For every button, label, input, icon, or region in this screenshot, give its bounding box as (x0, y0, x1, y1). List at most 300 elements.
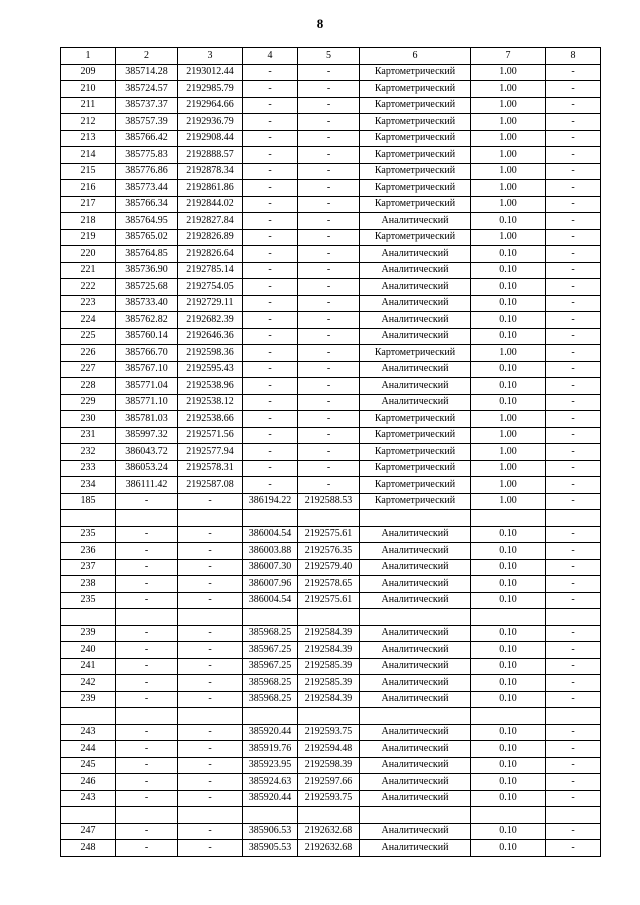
old-y-cell: 2192571.56 (178, 427, 243, 444)
note-cell (546, 807, 601, 824)
old-y-cell: 2192578.31 (178, 460, 243, 477)
old-y-cell: 2192964.66 (178, 97, 243, 114)
old-y-cell: 2192826.64 (178, 246, 243, 263)
column-header: 8 (546, 48, 601, 65)
page-number: 8 (316, 16, 324, 31)
table-row (61, 163, 601, 180)
old-y-cell: 2192844.02 (178, 196, 243, 213)
old-x-cell: 385771.04 (116, 378, 178, 395)
old-x-cell: - (116, 642, 178, 659)
old-x-cell: 385760.14 (116, 328, 178, 345)
accuracy-cell: 1.00 (471, 427, 546, 444)
new-y-cell: 2192632.68 (298, 823, 360, 840)
method-cell: Аналитический (360, 328, 471, 345)
point-number-cell (61, 807, 116, 824)
old-y-cell: 2192538.66 (178, 411, 243, 428)
old-y-cell: 2192577.94 (178, 444, 243, 461)
new-y-cell: - (298, 427, 360, 444)
new-y-cell: 2192575.61 (298, 526, 360, 543)
note-cell: - (546, 658, 601, 675)
note-cell: - (546, 493, 601, 510)
method-cell: Аналитический (360, 658, 471, 675)
note-cell: - (546, 691, 601, 708)
column-header: 6 (360, 48, 471, 65)
table-row (61, 262, 601, 279)
new-x-cell: 385967.25 (243, 642, 298, 659)
new-x-cell: 385920.44 (243, 724, 298, 741)
new-y-cell: - (298, 378, 360, 395)
accuracy-cell: 0.10 (471, 757, 546, 774)
note-cell: - (546, 81, 601, 98)
point-number-cell: 239 (61, 625, 116, 642)
point-number-cell: 242 (61, 675, 116, 692)
method-cell: Картометрический (360, 477, 471, 494)
new-x-cell: - (243, 345, 298, 362)
old-x-cell: - (116, 543, 178, 560)
new-y-cell: - (298, 279, 360, 296)
old-x-cell: 385762.82 (116, 312, 178, 329)
accuracy-cell: 0.10 (471, 312, 546, 329)
column-header: 2 (116, 48, 178, 65)
note-cell: - (546, 114, 601, 131)
new-x-cell: - (243, 130, 298, 147)
old-x-cell: - (116, 724, 178, 741)
note-cell: - (546, 790, 601, 807)
method-cell: Картометрический (360, 493, 471, 510)
accuracy-cell: 1.00 (471, 444, 546, 461)
accuracy-cell: 0.10 (471, 394, 546, 411)
new-y-cell: 2192597.66 (298, 774, 360, 791)
method-cell: Картометрический (360, 411, 471, 428)
new-x-cell: 385967.25 (243, 658, 298, 675)
accuracy-cell: 0.10 (471, 823, 546, 840)
table-row (61, 675, 601, 692)
new-y-cell: 2192632.68 (298, 840, 360, 857)
old-y-cell: 2192729.11 (178, 295, 243, 312)
new-y-cell: - (298, 361, 360, 378)
new-y-cell: 2192578.65 (298, 576, 360, 593)
old-y-cell: - (178, 625, 243, 642)
accuracy-cell: 1.00 (471, 229, 546, 246)
table-row (61, 625, 601, 642)
point-number-cell: 223 (61, 295, 116, 312)
new-x-cell (243, 807, 298, 824)
old-x-cell: 385766.34 (116, 196, 178, 213)
accuracy-cell: 0.10 (471, 576, 546, 593)
note-cell (546, 510, 601, 527)
accuracy-cell: 1.00 (471, 411, 546, 428)
old-y-cell: 2192861.86 (178, 180, 243, 197)
note-cell: - (546, 180, 601, 197)
point-number-cell: 220 (61, 246, 116, 263)
table-row (61, 328, 601, 345)
note-cell: - (546, 592, 601, 609)
new-y-cell: - (298, 312, 360, 329)
new-x-cell: - (243, 246, 298, 263)
accuracy-cell (471, 807, 546, 824)
accuracy-cell: 1.00 (471, 130, 546, 147)
point-number-cell: 235 (61, 526, 116, 543)
table-row (61, 790, 601, 807)
table-row (61, 97, 601, 114)
note-cell: - (546, 361, 601, 378)
point-number-cell (61, 510, 116, 527)
accuracy-cell: 0.10 (471, 741, 546, 758)
column-header: 4 (243, 48, 298, 65)
method-cell: Аналитический (360, 262, 471, 279)
column-header: 5 (298, 48, 360, 65)
point-number-cell: 212 (61, 114, 116, 131)
new-x-cell: - (243, 312, 298, 329)
new-y-cell: - (298, 180, 360, 197)
new-x-cell: 386007.96 (243, 576, 298, 593)
note-cell: - (546, 328, 601, 345)
method-cell: Аналитический (360, 378, 471, 395)
accuracy-cell: 0.10 (471, 543, 546, 560)
old-x-cell: 385714.28 (116, 64, 178, 81)
old-x-cell: 385737.37 (116, 97, 178, 114)
old-y-cell: 2192936.79 (178, 114, 243, 131)
new-y-cell: - (298, 229, 360, 246)
note-cell: - (546, 411, 601, 428)
old-y-cell (178, 609, 243, 626)
note-cell: - (546, 312, 601, 329)
old-x-cell: 386111.42 (116, 477, 178, 494)
old-x-cell: 385765.02 (116, 229, 178, 246)
table-row (61, 741, 601, 758)
method-cell: Картометрический (360, 114, 471, 131)
note-cell: - (546, 477, 601, 494)
method-cell (360, 708, 471, 725)
old-x-cell: - (116, 493, 178, 510)
table-row (61, 394, 601, 411)
point-number-cell: 233 (61, 460, 116, 477)
accuracy-cell: 1.00 (471, 180, 546, 197)
new-x-cell: 385906.53 (243, 823, 298, 840)
accuracy-cell: 0.10 (471, 328, 546, 345)
old-x-cell (116, 609, 178, 626)
old-y-cell: 2192827.84 (178, 213, 243, 230)
method-cell: Аналитический (360, 592, 471, 609)
old-y-cell: 2192538.12 (178, 394, 243, 411)
new-x-cell: - (243, 213, 298, 230)
point-number-cell: 217 (61, 196, 116, 213)
note-cell: - (546, 757, 601, 774)
old-y-cell: - (178, 724, 243, 741)
point-number-cell: 243 (61, 724, 116, 741)
old-x-cell (116, 807, 178, 824)
header-row (61, 48, 601, 65)
new-y-cell: - (298, 345, 360, 362)
new-x-cell (243, 708, 298, 725)
new-y-cell: 2192594.48 (298, 741, 360, 758)
old-x-cell: - (116, 675, 178, 692)
new-x-cell: - (243, 361, 298, 378)
note-cell: - (546, 559, 601, 576)
table-row (61, 114, 601, 131)
new-x-cell: - (243, 378, 298, 395)
old-x-cell: - (116, 790, 178, 807)
column-header: 1 (61, 48, 116, 65)
old-y-cell (178, 510, 243, 527)
new-y-cell (298, 807, 360, 824)
method-cell: Аналитический (360, 312, 471, 329)
method-cell: Аналитический (360, 724, 471, 741)
accuracy-cell: 0.10 (471, 724, 546, 741)
old-x-cell: 385775.83 (116, 147, 178, 164)
new-y-cell: 2192598.39 (298, 757, 360, 774)
note-cell: - (546, 460, 601, 477)
table-row (61, 196, 601, 213)
method-cell: Аналитический (360, 213, 471, 230)
new-y-cell: - (298, 411, 360, 428)
point-number-cell: 224 (61, 312, 116, 329)
accuracy-cell: 0.10 (471, 658, 546, 675)
table-row (61, 130, 601, 147)
table-row (61, 411, 601, 428)
table-row (61, 229, 601, 246)
note-cell: - (546, 774, 601, 791)
method-cell: Картометрический (360, 427, 471, 444)
accuracy-cell: 0.10 (471, 246, 546, 263)
table-row (61, 81, 601, 98)
old-y-cell: 2192878.34 (178, 163, 243, 180)
new-y-cell: - (298, 246, 360, 263)
method-cell: Аналитический (360, 543, 471, 560)
accuracy-cell: 1.00 (471, 163, 546, 180)
old-y-cell: - (178, 559, 243, 576)
note-cell: - (546, 675, 601, 692)
old-x-cell: - (116, 559, 178, 576)
new-y-cell: 2192585.39 (298, 658, 360, 675)
old-y-cell: - (178, 691, 243, 708)
new-y-cell: - (298, 97, 360, 114)
note-cell: - (546, 229, 601, 246)
old-x-cell: 385724.57 (116, 81, 178, 98)
point-number-cell: 246 (61, 774, 116, 791)
table-row (61, 724, 601, 741)
point-number-cell: 235 (61, 592, 116, 609)
note-cell: - (546, 576, 601, 593)
old-y-cell: 2192587.08 (178, 477, 243, 494)
accuracy-cell: 1.00 (471, 64, 546, 81)
old-y-cell: - (178, 658, 243, 675)
point-number-cell: 185 (61, 493, 116, 510)
method-cell: Картометрический (360, 130, 471, 147)
new-x-cell (243, 609, 298, 626)
new-y-cell: 2192575.61 (298, 592, 360, 609)
accuracy-cell: 0.10 (471, 774, 546, 791)
coordinates-table (60, 47, 601, 857)
old-x-cell: 385773.44 (116, 180, 178, 197)
note-cell: - (546, 213, 601, 230)
old-y-cell: - (178, 757, 243, 774)
method-cell: Картометрический (360, 196, 471, 213)
new-x-cell (243, 510, 298, 527)
old-x-cell (116, 708, 178, 725)
new-x-cell: 385924.63 (243, 774, 298, 791)
method-cell: Аналитический (360, 642, 471, 659)
new-x-cell: - (243, 163, 298, 180)
accuracy-cell: 1.00 (471, 493, 546, 510)
accuracy-cell (471, 609, 546, 626)
table-row (61, 493, 601, 510)
new-y-cell: - (298, 444, 360, 461)
new-y-cell: - (298, 460, 360, 477)
table-row (61, 823, 601, 840)
method-cell: Аналитический (360, 361, 471, 378)
old-x-cell: - (116, 592, 178, 609)
new-x-cell: - (243, 229, 298, 246)
new-y-cell: - (298, 477, 360, 494)
old-y-cell: 2192888.57 (178, 147, 243, 164)
note-cell: - (546, 196, 601, 213)
note-cell: - (546, 427, 601, 444)
accuracy-cell: 1.00 (471, 477, 546, 494)
new-y-cell: 2192579.40 (298, 559, 360, 576)
old-y-cell: - (178, 675, 243, 692)
method-cell: Аналитический (360, 295, 471, 312)
new-y-cell: 2192576.35 (298, 543, 360, 560)
note-cell (546, 708, 601, 725)
method-cell: Аналитический (360, 559, 471, 576)
new-x-cell: 385920.44 (243, 790, 298, 807)
point-number-cell: 231 (61, 427, 116, 444)
accuracy-cell: 1.00 (471, 196, 546, 213)
note-cell: - (546, 823, 601, 840)
new-y-cell: 2192584.39 (298, 625, 360, 642)
new-y-cell: - (298, 147, 360, 164)
point-number-cell: 227 (61, 361, 116, 378)
new-y-cell: 2192593.75 (298, 724, 360, 741)
old-x-cell: 385766.42 (116, 130, 178, 147)
new-x-cell: 385905.53 (243, 840, 298, 857)
old-y-cell: - (178, 543, 243, 560)
old-y-cell: 2192598.36 (178, 345, 243, 362)
point-number-cell: 209 (61, 64, 116, 81)
table-row (61, 444, 601, 461)
method-cell: Аналитический (360, 774, 471, 791)
point-number-cell: 244 (61, 741, 116, 758)
new-x-cell: 385968.25 (243, 675, 298, 692)
method-cell: Аналитический (360, 790, 471, 807)
method-cell: Картометрический (360, 81, 471, 98)
method-cell (360, 510, 471, 527)
new-x-cell: - (243, 262, 298, 279)
point-number-cell: 211 (61, 97, 116, 114)
accuracy-cell: 1.00 (471, 147, 546, 164)
note-cell (546, 609, 601, 626)
table-row (61, 213, 601, 230)
old-x-cell: - (116, 774, 178, 791)
point-number-cell: 221 (61, 262, 116, 279)
note-cell: - (546, 246, 601, 263)
accuracy-cell: 0.10 (471, 361, 546, 378)
new-y-cell: - (298, 130, 360, 147)
method-cell: Аналитический (360, 741, 471, 758)
table-row (61, 510, 601, 527)
accuracy-cell: 1.00 (471, 460, 546, 477)
old-x-cell: 385757.39 (116, 114, 178, 131)
new-x-cell: 385923.95 (243, 757, 298, 774)
point-number-cell: 245 (61, 757, 116, 774)
new-x-cell: - (243, 460, 298, 477)
table-row (61, 64, 601, 81)
accuracy-cell: 0.10 (471, 559, 546, 576)
new-y-cell: 2192593.75 (298, 790, 360, 807)
accuracy-cell: 0.10 (471, 691, 546, 708)
point-number-cell: 218 (61, 213, 116, 230)
accuracy-cell: 0.10 (471, 213, 546, 230)
method-cell: Картометрический (360, 345, 471, 362)
note-cell: - (546, 163, 601, 180)
new-x-cell: 385968.25 (243, 691, 298, 708)
point-number-cell: 216 (61, 180, 116, 197)
old-x-cell: 385997.32 (116, 427, 178, 444)
method-cell: Картометрический (360, 147, 471, 164)
new-y-cell: 2192585.39 (298, 675, 360, 692)
table-row (61, 180, 601, 197)
old-x-cell: - (116, 576, 178, 593)
accuracy-cell: 1.00 (471, 81, 546, 98)
point-number-cell: 219 (61, 229, 116, 246)
accuracy-cell: 1.00 (471, 345, 546, 362)
new-x-cell: - (243, 180, 298, 197)
old-y-cell: - (178, 774, 243, 791)
old-x-cell: 385766.70 (116, 345, 178, 362)
note-cell: - (546, 345, 601, 362)
new-y-cell (298, 708, 360, 725)
table-row (61, 592, 601, 609)
old-y-cell: - (178, 493, 243, 510)
method-cell: Аналитический (360, 625, 471, 642)
point-number-cell: 247 (61, 823, 116, 840)
old-x-cell: - (116, 658, 178, 675)
old-y-cell: 2192908.44 (178, 130, 243, 147)
table-row (61, 642, 601, 659)
point-number-cell: 238 (61, 576, 116, 593)
new-x-cell: 385968.25 (243, 625, 298, 642)
method-cell: Картометрический (360, 97, 471, 114)
accuracy-cell (471, 510, 546, 527)
method-cell: Аналитический (360, 823, 471, 840)
new-x-cell: - (243, 394, 298, 411)
table-body (61, 64, 601, 856)
table-row (61, 460, 601, 477)
note-cell: - (546, 378, 601, 395)
new-x-cell: 386004.54 (243, 592, 298, 609)
point-number-cell: 234 (61, 477, 116, 494)
old-y-cell: - (178, 790, 243, 807)
table-row (61, 312, 601, 329)
old-y-cell: 2192754.05 (178, 279, 243, 296)
method-cell: Аналитический (360, 526, 471, 543)
old-x-cell: 386043.72 (116, 444, 178, 461)
new-y-cell: 2192584.39 (298, 642, 360, 659)
new-x-cell: - (243, 64, 298, 81)
point-number-cell: 237 (61, 559, 116, 576)
new-y-cell: - (298, 163, 360, 180)
note-cell: - (546, 724, 601, 741)
old-x-cell: 385764.85 (116, 246, 178, 263)
note-cell: - (546, 526, 601, 543)
old-y-cell: 2192682.39 (178, 312, 243, 329)
accuracy-cell: 0.10 (471, 592, 546, 609)
accuracy-cell: 0.10 (471, 295, 546, 312)
method-cell: Аналитический (360, 246, 471, 263)
note-cell: - (546, 64, 601, 81)
accuracy-cell (471, 708, 546, 725)
